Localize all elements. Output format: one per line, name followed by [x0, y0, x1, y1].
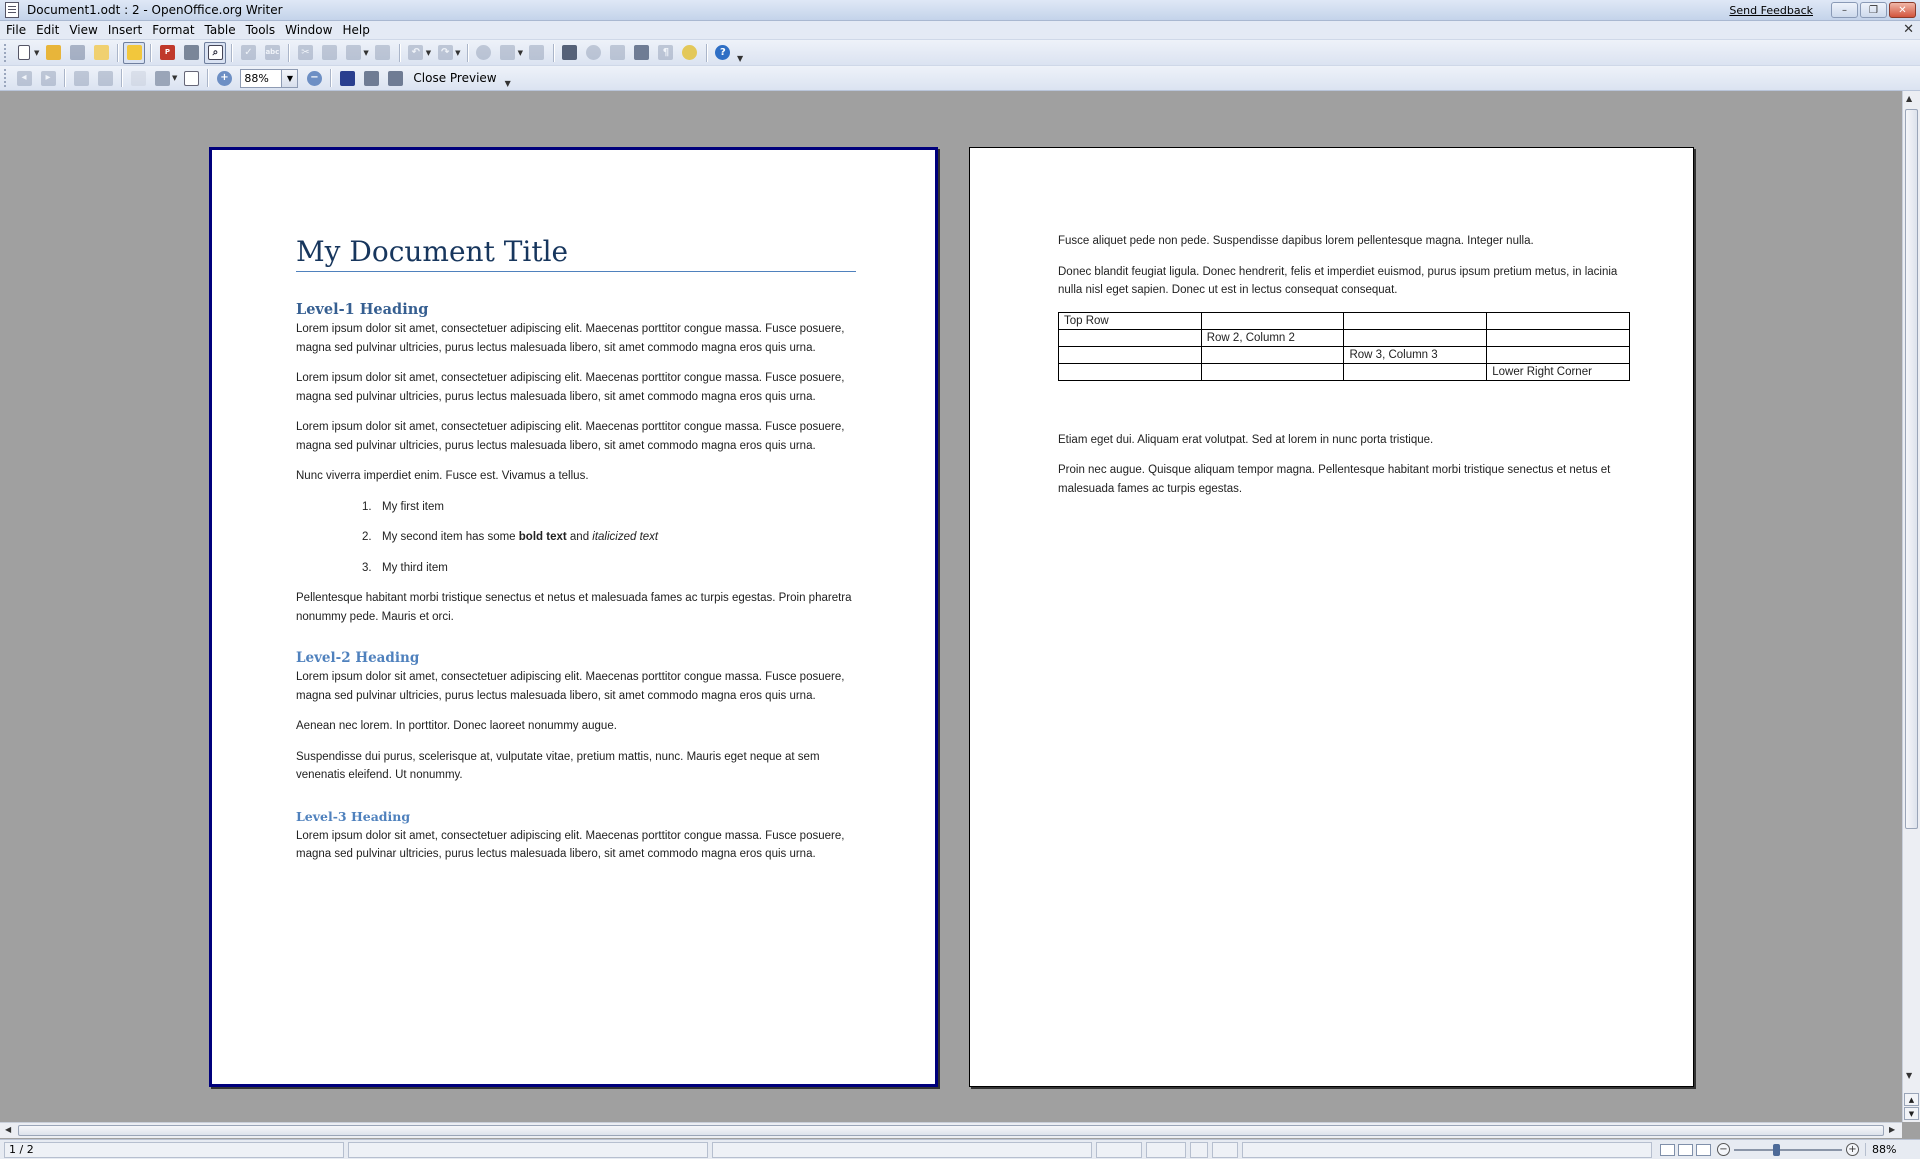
- zoom-slider-knob[interactable]: [1773, 1144, 1780, 1156]
- table-cell: [1201, 363, 1344, 380]
- autospellcheck-icon: abc: [265, 45, 280, 60]
- last-page-icon: [98, 71, 113, 86]
- scroll-right-icon[interactable]: ▶: [1889, 1125, 1896, 1134]
- object-info-field: [1242, 1142, 1652, 1158]
- level-3-heading: Level-3 Heading: [296, 808, 411, 824]
- table-dropdown-icon[interactable]: ▼: [517, 48, 523, 57]
- list-item-text: My third item: [382, 561, 448, 574]
- zoom-in-button[interactable]: [213, 67, 235, 89]
- standard-toolbar: [0, 39, 1920, 65]
- zoom-dropdown-icon[interactable]: ▼: [281, 70, 297, 87]
- level-1-heading: Level-1 Heading: [296, 301, 429, 318]
- help-button[interactable]: [712, 42, 734, 64]
- list-number: 1.: [362, 500, 372, 513]
- toolbar-separator: [288, 44, 289, 62]
- page-preview-toolbar: [0, 65, 1920, 91]
- print-options-button[interactable]: [384, 67, 406, 89]
- new-document-button[interactable]: [13, 42, 35, 64]
- page-1[interactable]: [209, 147, 938, 1087]
- menu-tools[interactable]: Tools: [245, 23, 276, 37]
- document-title: My Document Title: [296, 235, 856, 272]
- database-icon: [634, 45, 649, 60]
- paragraph: Suspendisse dui purus, scelerisque at, vulputate vitae, pretium mattis, nunc. Mauris eget neque at sem venenatis eleifend. Ut nonummy.: [296, 750, 820, 781]
- undo-button[interactable]: [405, 42, 427, 64]
- gallery-icon: [610, 45, 625, 60]
- table-cell: [1059, 363, 1202, 380]
- toolbar-separator: [117, 44, 118, 62]
- toolbar-separator: [706, 44, 707, 62]
- toolbar-overflow-icon[interactable]: ▼: [504, 79, 511, 88]
- table-row: [1059, 346, 1630, 363]
- restore-button[interactable]: ❐: [1860, 2, 1887, 18]
- export-pdf-button[interactable]: [156, 42, 178, 64]
- autospellcheck-button[interactable]: [261, 42, 283, 64]
- insert-mode-field[interactable]: [1096, 1142, 1142, 1158]
- window-controls: [1831, 2, 1916, 18]
- vertical-scrollbar[interactable]: [1902, 91, 1920, 1122]
- pilcrow-icon: ¶: [658, 45, 673, 60]
- next-page-button[interactable]: [37, 67, 59, 89]
- previous-page-icon[interactable]: ▲: [1904, 1093, 1919, 1106]
- table-cell: [1201, 312, 1344, 329]
- paragraph: Lorem ipsum dolor sit amet, consectetuer adipiscing elit. Maecenas porttitor congue massa. Fusce posuere, magna sed pulvinar ultricies, purus lectus malesuada libero, sit amet commodo magna eros quis urna.: [296, 829, 845, 860]
- open-folder-icon: [46, 45, 61, 60]
- zoom-out-icon[interactable]: −: [1717, 1143, 1730, 1156]
- redo-icon: ↷: [438, 45, 453, 60]
- language-field[interactable]: [712, 1142, 1092, 1158]
- show-draw-functions-button[interactable]: [526, 42, 548, 64]
- multi-page-view-icon[interactable]: [1678, 1144, 1693, 1156]
- page-style-field[interactable]: [348, 1142, 708, 1158]
- table-cell: Row 3, Column 3: [1344, 346, 1487, 363]
- page-preview-icon: ⌕: [208, 45, 223, 60]
- paragraph: Pellentesque habitant morbi tristique senectus et netus et malesuada fames ac turpis egestas. Proin pharetra nonummy pede. Mauris et orci.: [296, 592, 852, 623]
- two-pages-icon: [131, 71, 146, 86]
- status-bar: [0, 1139, 1920, 1159]
- paragraph: Lorem ipsum dolor sit amet, consectetuer adipiscing elit. Maecenas porttitor congue massa. Fusce posuere, magna sed pulvinar ultricies, purus lectus malesuada libero, sit amet commodo magna eros quis urna.: [296, 671, 845, 702]
- list-number: 2.: [362, 531, 372, 543]
- menu-bar: [0, 21, 1920, 39]
- toolbar-grip[interactable]: [4, 44, 8, 62]
- page-indicator[interactable]: 1 / 2: [4, 1142, 344, 1158]
- book-view-icon[interactable]: [1696, 1144, 1711, 1156]
- table-cell: [1487, 312, 1630, 329]
- zoom-slider-track[interactable]: [1734, 1149, 1842, 1151]
- edit-file-button[interactable]: [123, 42, 145, 64]
- paragraph: Aenean nec lorem. In porttitor. Donec laoreet nonummy augue.: [296, 720, 617, 732]
- paste-icon: [346, 45, 361, 60]
- paragraph: Donec blandit feugiat ligula. Donec hendrerit, felis et imperdiet euismod, purus ipsum pretium metus, in lacinia nulla nisl eget sapien. Donec ut est in lectus consequat consequat.: [1058, 265, 1618, 296]
- toolbar-separator: [231, 44, 232, 62]
- italic-text: italicized text: [592, 531, 659, 543]
- print-options-icon: [388, 71, 403, 86]
- scissors-icon: ✂: [298, 45, 313, 60]
- paintbrush-icon: [375, 45, 390, 60]
- zoom-slider[interactable]: [1717, 1143, 1859, 1156]
- zoom-out-button[interactable]: [303, 67, 325, 89]
- next-page-icon[interactable]: ▼: [1904, 1107, 1919, 1120]
- clone-formatting-button[interactable]: [372, 42, 394, 64]
- zoom-in-icon[interactable]: +: [1846, 1143, 1859, 1156]
- single-page-view-icon[interactable]: [1660, 1144, 1675, 1156]
- title-bar: [0, 0, 1920, 21]
- close-document-button[interactable]: ✕: [1903, 22, 1914, 37]
- zoom-button[interactable]: [679, 42, 701, 64]
- printer-icon: [184, 45, 199, 60]
- email-document-button[interactable]: [90, 42, 112, 64]
- spellcheck-button[interactable]: [237, 42, 259, 64]
- table-icon: [500, 45, 515, 60]
- list-item-text-plain: and: [566, 531, 593, 543]
- multiple-pages-dropdown-icon[interactable]: ▼: [172, 74, 178, 82]
- gallery-button[interactable]: [607, 42, 629, 64]
- new-dropdown-icon[interactable]: ▼: [34, 48, 40, 57]
- toolbar-separator: [207, 69, 208, 87]
- table-button[interactable]: [497, 42, 519, 64]
- horizontal-scroll-thumb[interactable]: [18, 1125, 1884, 1136]
- edit-pencil-icon: [127, 45, 142, 60]
- table-cell: [1344, 312, 1487, 329]
- toolbar-separator: [150, 44, 151, 62]
- save-button[interactable]: [66, 42, 88, 64]
- table-cell: [1344, 363, 1487, 380]
- numbered-list: [362, 498, 856, 578]
- menu-file[interactable]: File: [6, 23, 27, 37]
- redo-button[interactable]: [434, 42, 456, 64]
- toolbar-overflow-icon[interactable]: ▼: [736, 54, 744, 63]
- paragraph: Proin nec augue. Quisque aliquam tempor magna. Pellentesque habitant morbi tristique senectus et netus et malesuada fames ac turpis egestas.: [1058, 464, 1611, 495]
- table-cell: Lower Right Corner: [1487, 363, 1630, 380]
- list-item: [362, 498, 856, 517]
- draw-pen-icon: [529, 45, 544, 60]
- list-item: [362, 528, 856, 547]
- minimize-button[interactable]: –: [1831, 2, 1858, 18]
- menu-view[interactable]: View: [69, 23, 98, 37]
- page-2[interactable]: [969, 147, 1694, 1087]
- window-title: Document1.odt : 2 - OpenOffice.org Writer: [27, 3, 283, 17]
- horizontal-scrollbar[interactable]: [0, 1122, 1902, 1138]
- list-item-text: [382, 528, 658, 547]
- table-row: [1059, 329, 1630, 346]
- open-button[interactable]: [42, 42, 64, 64]
- vertical-scroll-thumb[interactable]: [1905, 109, 1918, 829]
- close-preview-button[interactable]: Close Preview: [413, 71, 497, 85]
- paragraph: Nunc viverra imperdiet enim. Fusce est. Vivamus a tellus.: [296, 470, 589, 482]
- email-icon: [94, 45, 109, 60]
- zoom-out-icon: −: [307, 71, 322, 86]
- table-cell: Row 2, Column 2: [1201, 329, 1344, 346]
- paste-button[interactable]: [342, 42, 364, 64]
- table-cell: [1059, 329, 1202, 346]
- page-navigation-buttons: [1904, 1093, 1919, 1120]
- list-number: 3.: [362, 561, 372, 574]
- table-cell: Top Row: [1059, 312, 1202, 329]
- close-window-button[interactable]: ✕: [1889, 2, 1916, 18]
- menu-format[interactable]: Format: [152, 23, 195, 37]
- navigator-icon: [586, 45, 601, 60]
- cut-button[interactable]: [294, 42, 316, 64]
- zoom-in-icon: +: [217, 71, 232, 86]
- paragraph: Fusce aliquet pede non pede. Suspendisse dapibus lorem pellentesque magna. Integer nulla.: [1058, 235, 1534, 247]
- scroll-left-icon[interactable]: ◀: [5, 1125, 12, 1134]
- multiple-pages-button[interactable]: [151, 67, 173, 89]
- digital-signature-field[interactable]: [1212, 1142, 1238, 1158]
- two-pages-button[interactable]: [127, 67, 149, 89]
- paragraph: Lorem ipsum dolor sit amet, consectetuer adipiscing elit. Maecenas porttitor congue massa. Fusce posuere, magna sed pulvinar ultricies, purus lectus malesuada libero, sit amet commodo magna eros quis urna.: [296, 372, 845, 403]
- pdf-icon: P: [160, 45, 175, 60]
- toolbar-separator: [330, 69, 331, 87]
- toolbar-separator: [467, 44, 468, 62]
- paragraph: Lorem ipsum dolor sit amet, consectetuer adipiscing elit. Maecenas porttitor congue massa. Fusce posuere, magna sed pulvinar ultricies, purus lectus malesuada libero, sit amet commodo magna eros quis urna.: [296, 421, 845, 452]
- book-preview-button[interactable]: [180, 67, 202, 89]
- page-preview-button[interactable]: [204, 42, 226, 64]
- binoculars-icon: [562, 45, 577, 60]
- menu-window[interactable]: Window: [285, 23, 333, 37]
- document-table: [1058, 312, 1630, 381]
- table-cell: [1344, 329, 1487, 346]
- table-cell: [1487, 329, 1630, 346]
- undo-icon: ↶: [408, 45, 423, 60]
- help-icon: ?: [715, 45, 730, 60]
- previous-page-button[interactable]: [13, 67, 35, 89]
- copy-button[interactable]: [318, 42, 340, 64]
- data-sources-button[interactable]: [631, 42, 653, 64]
- toolbar-separator: [64, 69, 65, 87]
- table-cell: [1201, 346, 1344, 363]
- last-page-button[interactable]: [94, 67, 116, 89]
- zoom-combobox[interactable]: [240, 69, 298, 88]
- table-cell: [1059, 346, 1202, 363]
- paste-dropdown-icon[interactable]: ▼: [363, 48, 369, 57]
- arrow-left-icon: ◂: [17, 71, 32, 86]
- spellcheck-icon: ✓: [241, 45, 256, 60]
- send-feedback-link[interactable]: Send Feedback: [1729, 4, 1813, 17]
- menu-edit[interactable]: Edit: [36, 23, 60, 37]
- zoom-value[interactable]: 88%: [244, 71, 269, 85]
- toolbar-separator: [121, 69, 122, 87]
- full-screen-icon: [340, 71, 355, 86]
- formatting-marks-button[interactable]: [655, 42, 677, 64]
- page-2-content: [1058, 232, 1630, 510]
- menu-table[interactable]: Table: [204, 23, 236, 37]
- toolbar-separator: [399, 44, 400, 62]
- page-1-content: [296, 235, 856, 876]
- list-item: [362, 559, 856, 578]
- new-document-icon: [18, 45, 30, 60]
- print-page-view-icon: [364, 71, 379, 86]
- document-modified-field[interactable]: [1190, 1142, 1208, 1158]
- scroll-down-icon[interactable]: ▼: [1906, 1071, 1913, 1080]
- table-row: [1059, 363, 1630, 380]
- full-screen-button[interactable]: [336, 67, 358, 89]
- selection-mode-field[interactable]: [1146, 1142, 1186, 1158]
- hyperlink-button[interactable]: [473, 42, 495, 64]
- book-preview-icon: [184, 71, 199, 86]
- arrow-right-icon: ▸: [41, 71, 56, 86]
- paragraph: Etiam eget dui. Aliquam erat volutpat. Sed at lorem in nunc porta tristique.: [1058, 433, 1434, 446]
- multiple-pages-icon: [155, 71, 170, 86]
- undo-dropdown-icon[interactable]: ▼: [425, 48, 432, 57]
- table-row: [1059, 312, 1630, 329]
- toolbar-separator: [553, 44, 554, 62]
- scroll-up-icon[interactable]: ▲: [1906, 94, 1913, 103]
- zoom-percentage[interactable]: 88%: [1865, 1143, 1911, 1156]
- magnifier-icon: [682, 45, 697, 60]
- redo-dropdown-icon[interactable]: ▼: [455, 48, 461, 57]
- view-layout-buttons: [1660, 1144, 1711, 1156]
- toolbar-grip[interactable]: [4, 69, 8, 87]
- save-icon: [70, 45, 85, 60]
- paragraph: Lorem ipsum dolor sit amet, consectetuer adipiscing elit. Maecenas porttitor congue massa. Fusce posuere, magna sed pulvinar ultricies, purus lectus malesuada libero, sit amet commodo magna eros quis urna.: [296, 323, 845, 354]
- find-replace-button[interactable]: [559, 42, 581, 64]
- writer-document-icon: [5, 2, 19, 18]
- table-cell: [1487, 346, 1630, 363]
- first-page-icon: [74, 71, 89, 86]
- bold-text: bold text: [518, 531, 567, 543]
- print-button[interactable]: [180, 42, 202, 64]
- navigator-button[interactable]: [583, 42, 605, 64]
- copy-icon: [322, 45, 337, 60]
- document-preview-area[interactable]: [0, 91, 1902, 1122]
- list-item-text: My first item: [382, 500, 444, 513]
- print-page-view-button[interactable]: [360, 67, 382, 89]
- menu-help[interactable]: Help: [342, 23, 370, 37]
- list-item-text-plain: My second item has some: [382, 531, 519, 543]
- first-page-button[interactable]: [70, 67, 92, 89]
- level-2-heading: Level-2 Heading: [296, 650, 420, 666]
- globe-link-icon: [476, 45, 491, 60]
- menu-insert[interactable]: Insert: [107, 23, 143, 37]
